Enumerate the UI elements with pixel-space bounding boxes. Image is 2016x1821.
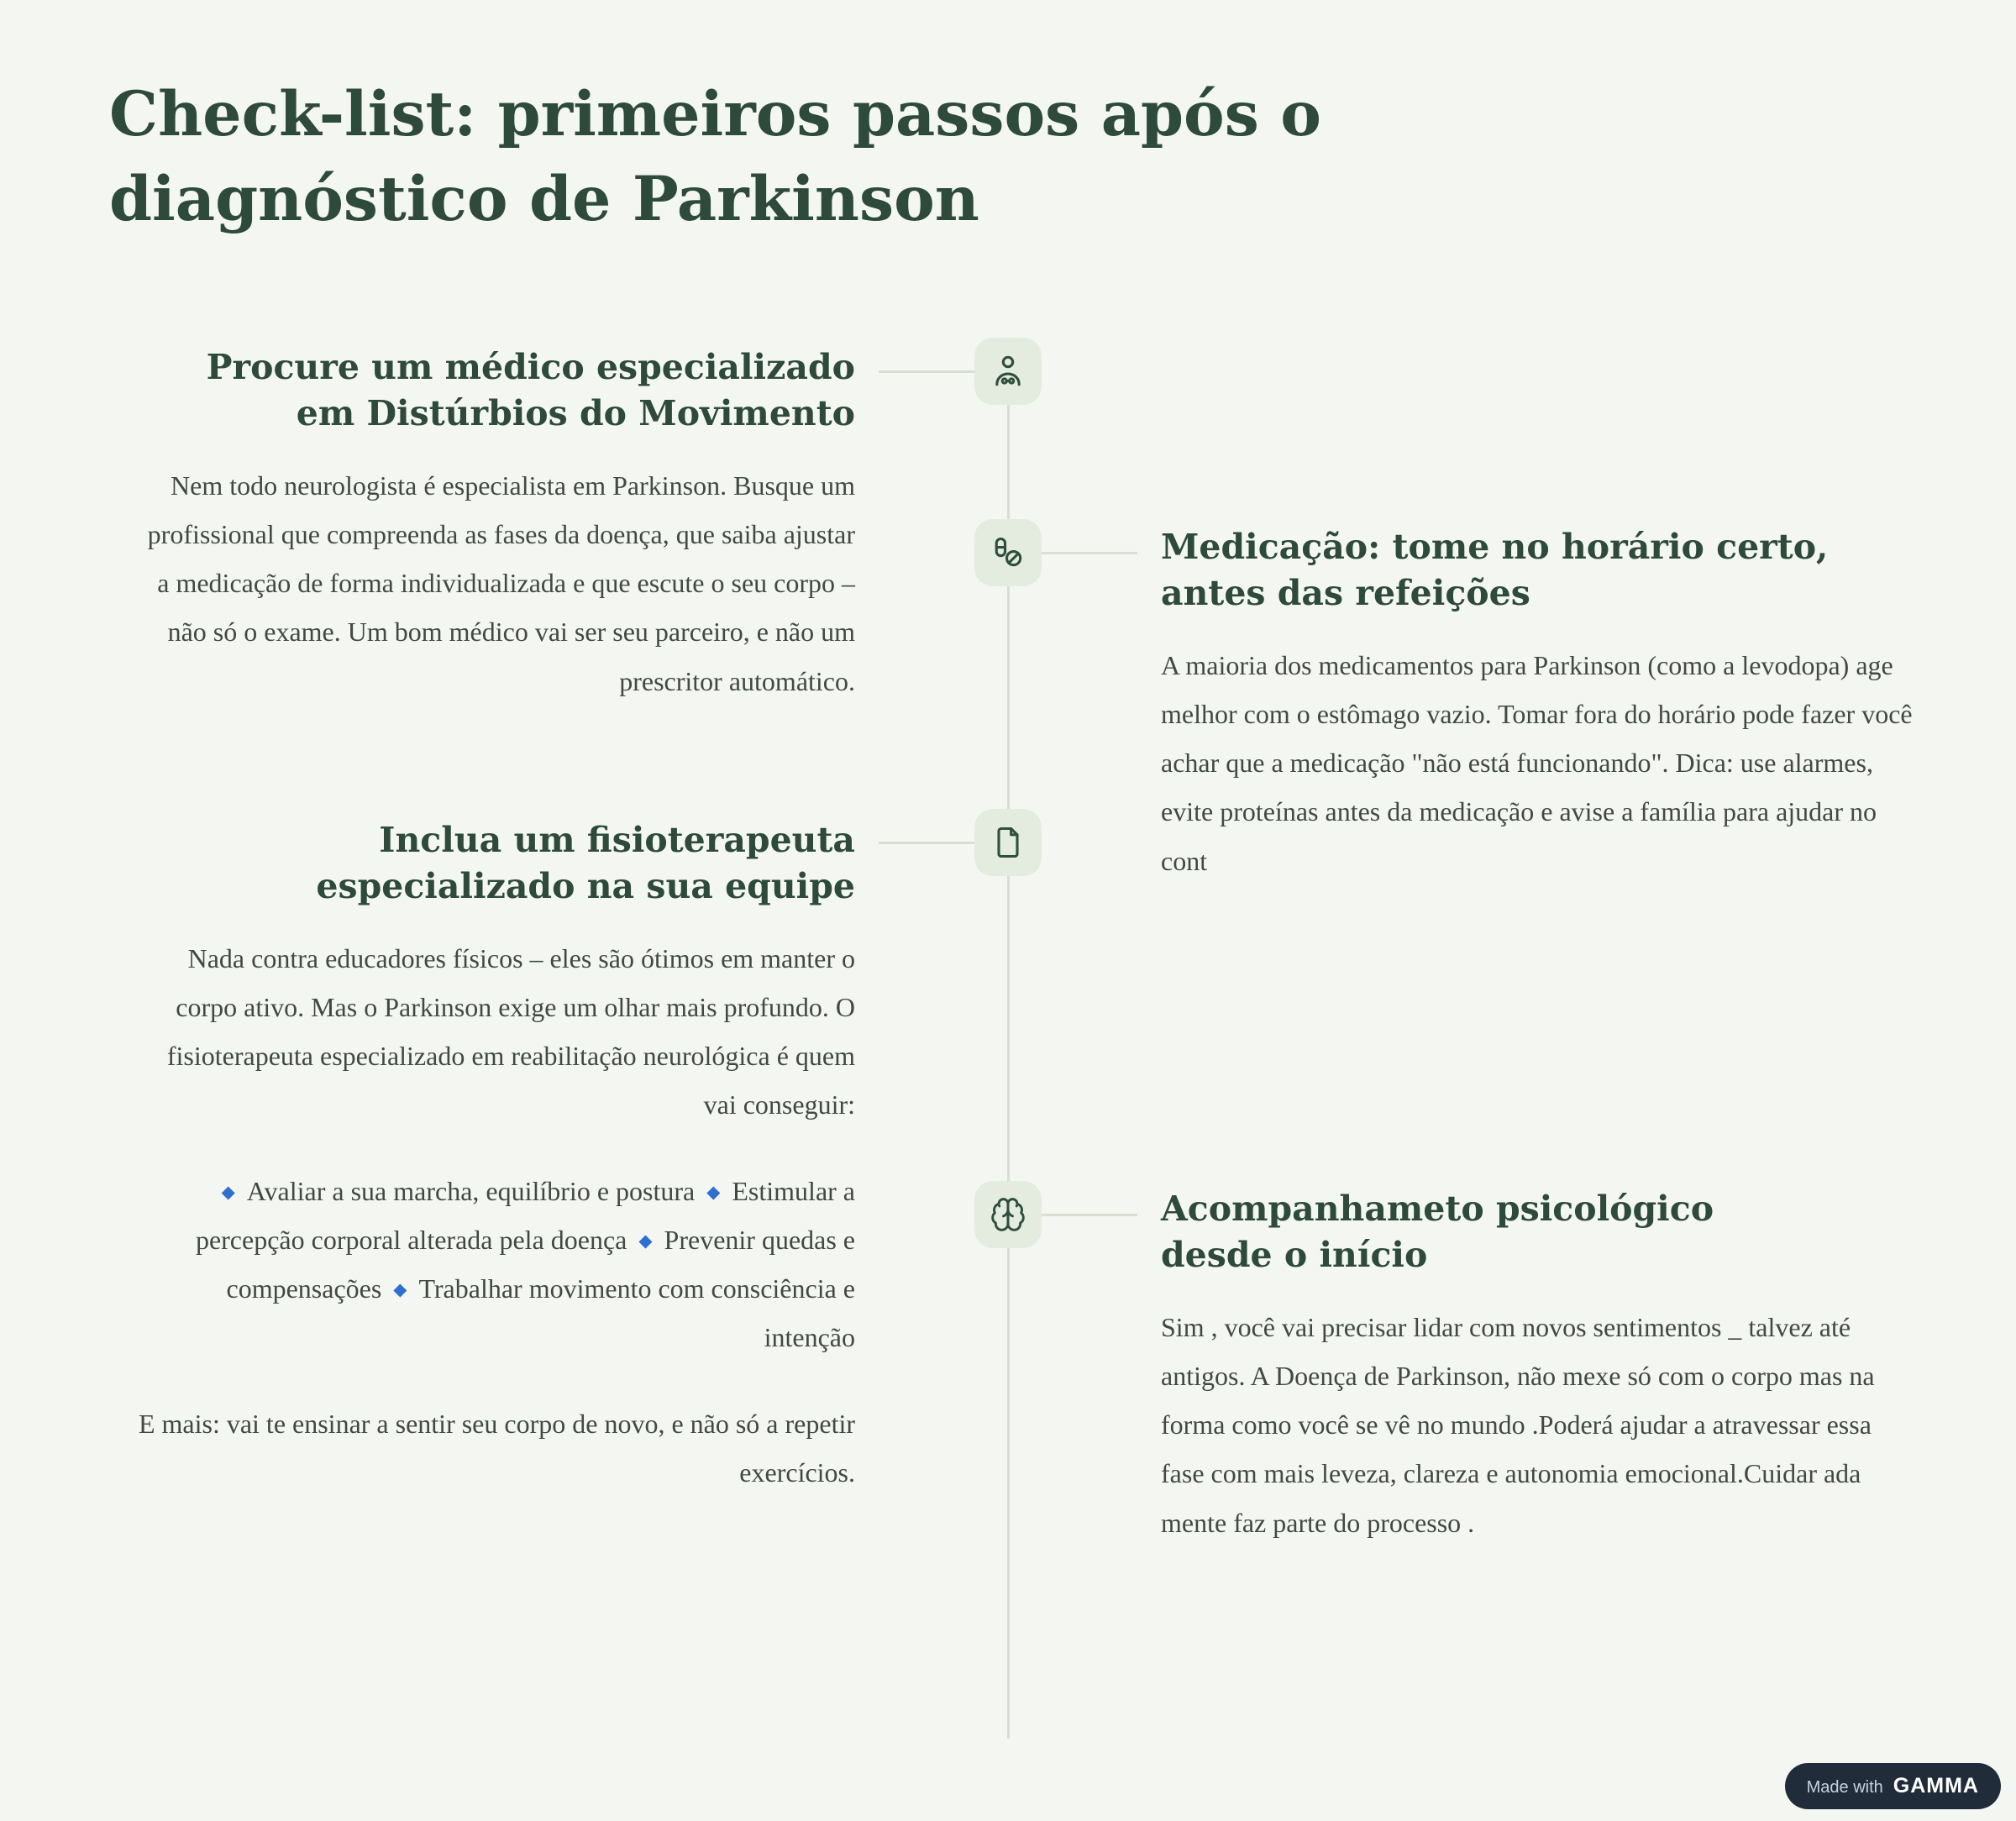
timeline-node	[974, 338, 1042, 405]
doctor-icon	[990, 353, 1026, 390]
item-body: Nada contra educadores físicos – eles são ótimos em manter o corpo ativo. Mas o Parkinson exige um olhar mais profundo. O fisioterapeuta especializado em reabilitação neurológica é quem vai conseguir:	[166, 942, 855, 1120]
timeline-node	[974, 1181, 1042, 1248]
item-body: Sim , você vai precisar lidar com novos sentimentos _ talvez até antigos. A Doença de Parkinson, não mexe só com o corpo mas na forma como você se vê no mundo .Poderá ajudar a atravessar essa fase com mais leveza, clareza e autonomia emocional.Cuidar ada mente faz parte do processo .	[1161, 1311, 1875, 1538]
item-body: A maioria dos medicamentos para Parkinson (como a levodopa) age melhor com o estômago vazio. Tomar fora do horário pode fazer você achar que a medicação "não está funcionando". Dica: use alarmes, evite proteínas antes da medicação e avise a família para ajudar no cont	[1161, 649, 1913, 876]
badge-prefix-text: Made with	[1806, 1778, 1883, 1797]
made-with-gamma-badge[interactable]	[1785, 1763, 2001, 1809]
connector-line	[1042, 552, 1137, 554]
diamond-bullet-icon: ◆	[706, 1181, 721, 1202]
timeline-item-medication	[1161, 524, 1917, 885]
bullet-item: Trabalhar movimento com consciência e intenção	[418, 1273, 855, 1353]
item-heading: Procure um médico especializado em Distúrbios do Movimento	[206, 347, 855, 434]
diamond-bullet-icon: ◆	[221, 1181, 235, 1202]
document-icon	[990, 824, 1026, 861]
item-heading: Acompanhameto psicológico desde o início	[1161, 1189, 1714, 1276]
bullet-item: Prevenir quedas e compensações	[226, 1224, 855, 1304]
timeline-node	[974, 809, 1042, 876]
timeline-item-doctor	[133, 344, 855, 706]
pills-icon	[990, 534, 1026, 571]
item-heading: Medicação: tome no horário certo, antes das refeições	[1161, 527, 1829, 614]
timeline-item-psychology	[1161, 1186, 1917, 1547]
bullet-item: Avaliar a sua marcha, equilíbrio e postura	[246, 1175, 696, 1206]
connector-line	[879, 370, 974, 373]
timeline-item-physio	[133, 817, 855, 1497]
item-outro: E mais: vai te ensinar a sentir seu corpo de novo, e não só a repetir exercícios.	[138, 1408, 855, 1488]
item-body: Nem todo neurologista é especialista em Parkinson. Busque um profissional que compreenda as fases da doença, que saiba ajustar a medicação de forma individualizada e que escute o seu corpo – não só o exame. Um bom médico vai ser seu parceiro, e não um prescritor automático.	[147, 470, 855, 696]
connector-line	[1042, 1214, 1137, 1216]
item-heading: Inclua um fisioterapeuta especializado na sua equipe	[316, 820, 855, 907]
bullet-list	[133, 1167, 855, 1362]
diamond-bullet-icon: ◆	[393, 1279, 407, 1300]
timeline-node	[974, 519, 1042, 586]
diamond-bullet-icon: ◆	[638, 1230, 653, 1251]
brain-icon	[990, 1196, 1026, 1233]
connector-line	[879, 842, 974, 844]
page-title: Check-list: primeiros passos após o diagnóstico de Parkinson	[109, 78, 1321, 235]
bullet-item: Estimular a percepção corporal alterada pela doença	[195, 1175, 855, 1255]
gamma-logo: GAMMA	[1893, 1774, 1979, 1797]
